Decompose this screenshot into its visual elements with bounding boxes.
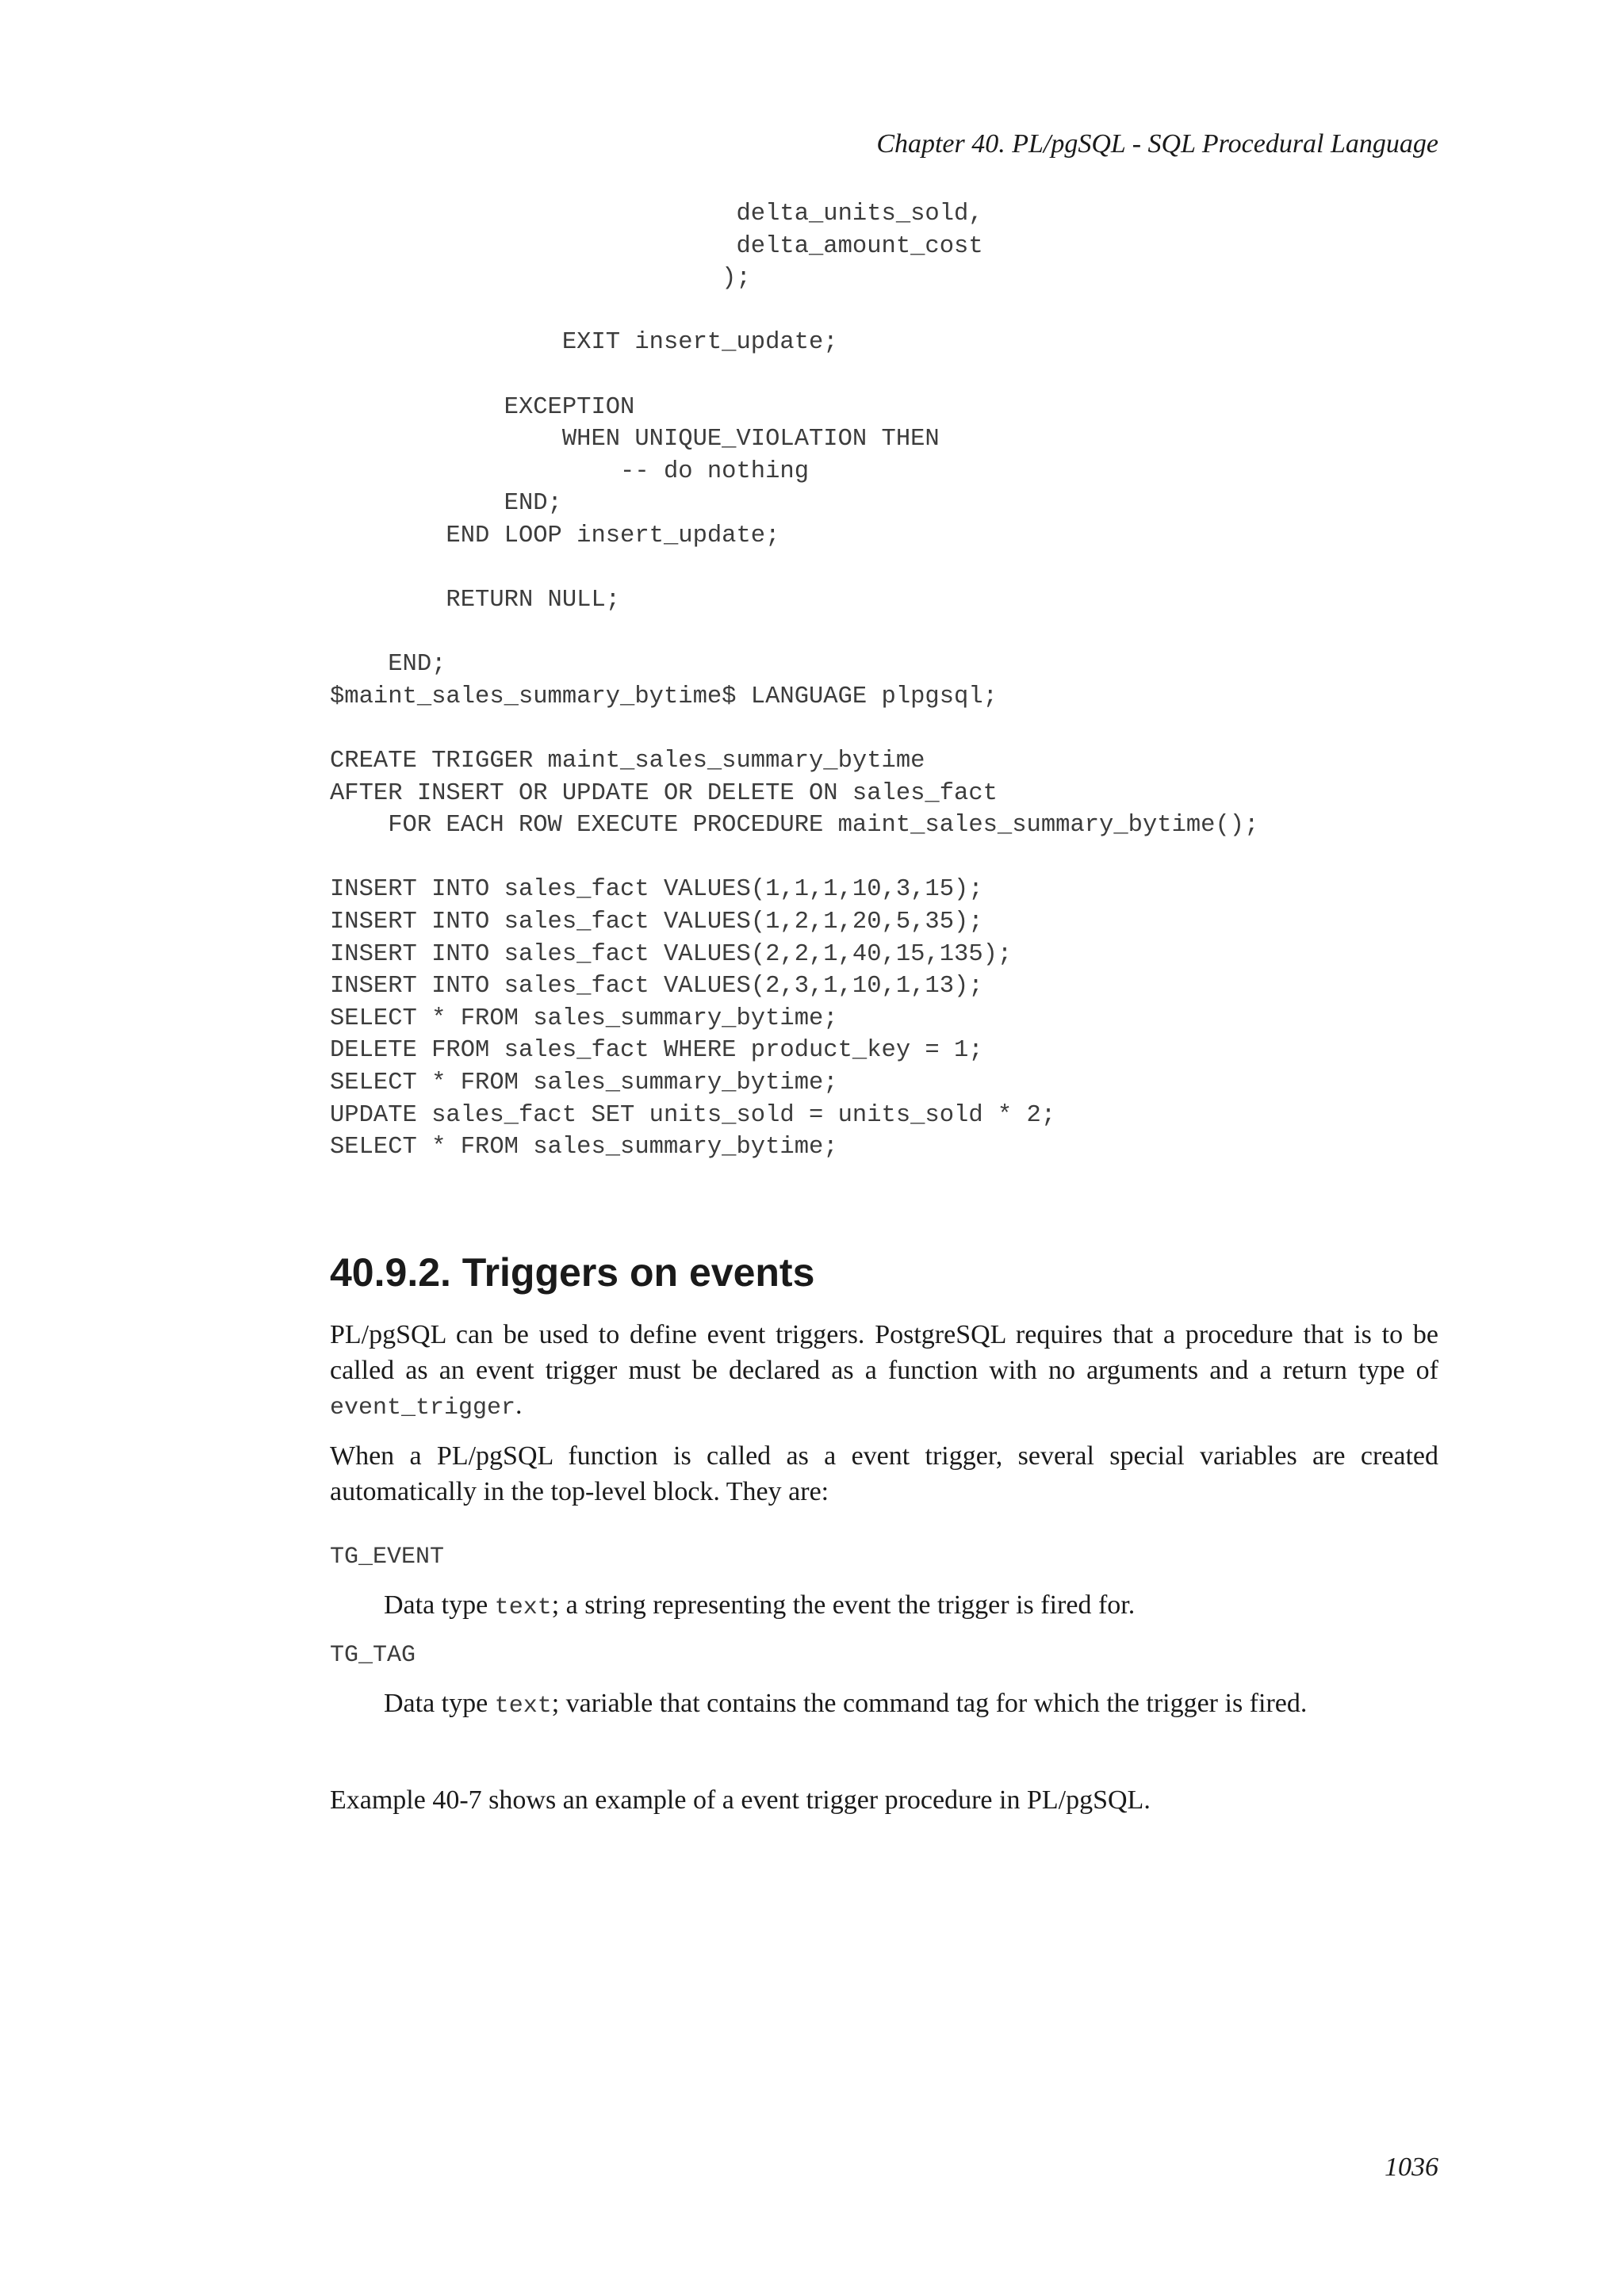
definition-type-code: text <box>494 1594 552 1621</box>
code-line: SELECT * FROM sales_summary_bytime; <box>330 1004 838 1032</box>
code-line: UPDATE sales_fact SET units_sold = units_sold * 2; <box>330 1101 1056 1129</box>
code-line: DELETE FROM sales_fact WHERE product_key = 1; <box>330 1037 983 1065</box>
code-line: WHEN UNIQUE_VIOLATION THEN <box>330 426 940 453</box>
definition-suffix: ; a string representing the event the trigger is fired for. <box>551 1590 1136 1620</box>
code-line: INSERT INTO sales_fact VALUES(2,2,1,40,15,135); <box>330 940 1013 968</box>
code-line <box>330 714 1258 746</box>
code-line: SELECT * FROM sales_summary_bytime; <box>330 1134 838 1161</box>
chapter-running-header: Chapter 40. PL/pgSQL - SQL Procedural Language <box>876 129 1438 159</box>
code-line: delta_units_sold, <box>330 201 983 228</box>
code-line: END LOOP insert_update; <box>330 522 780 549</box>
variables-intro-paragraph: When a PL/pgSQL function is called as a event trigger, several special variables are created automatically in the top-level block. They are: <box>330 1441 1438 1506</box>
definition-suffix: ; variable that contains the command tag for which the trigger is fired. <box>551 1689 1308 1718</box>
intro-paragraph-end: . <box>515 1391 523 1420</box>
definition-type-code: text <box>494 1693 552 1720</box>
code-line: FOR EACH ROW EXECUTE PROCEDURE maint_sales_summary_bytime(); <box>330 812 1259 840</box>
code-line: INSERT INTO sales_fact VALUES(1,2,1,20,5,35); <box>330 909 983 936</box>
variable-term-tg-tag: TG_TAG <box>330 1642 416 1669</box>
code-line: END; <box>330 651 446 679</box>
code-line: SELECT * FROM sales_summary_bytime; <box>330 1070 838 1097</box>
code-line: -- do nothing <box>330 457 809 485</box>
code-line: AFTER INSERT OR UPDATE OR DELETE ON sales_fact <box>330 779 998 807</box>
variable-definition-tg-event <box>384 1588 1135 1626</box>
code-listing <box>330 198 1258 1164</box>
code-line <box>330 359 1258 392</box>
code-line: ); <box>330 265 751 293</box>
intro-paragraph <box>330 1318 1438 1426</box>
variable-definition-tg-tag <box>384 1686 1307 1724</box>
code-line: RETURN NULL; <box>330 587 621 614</box>
code-line <box>330 842 1258 874</box>
code-line <box>330 295 1258 327</box>
code-line: INSERT INTO sales_fact VALUES(2,3,1,10,1,13); <box>330 973 983 1001</box>
code-line: INSERT INTO sales_fact VALUES(1,1,1,10,3,15); <box>330 876 983 904</box>
page-number: 1036 <box>1385 2152 1438 2182</box>
intro-paragraph-text: PL/pgSQL can be used to define event triggers. PostgreSQL requires that a procedure that is to be called as an event trigger must be declared as a function with no arguments and a return type of <box>330 1320 1438 1385</box>
code-line: EXIT insert_update; <box>330 329 838 357</box>
code-line: CREATE TRIGGER maint_sales_summary_bytime <box>330 748 925 775</box>
definition-prefix: Data type <box>384 1590 495 1620</box>
code-line: delta_amount_cost <box>330 232 983 260</box>
code-line <box>330 553 1258 585</box>
variable-term-tg-event: TG_EVENT <box>330 1544 445 1571</box>
event-trigger-code: event_trigger <box>330 1395 516 1422</box>
code-line: $maint_sales_summary_bytime$ LANGUAGE plpgsql; <box>330 683 998 710</box>
section-heading: 40.9.2. Triggers on events <box>330 1250 815 1295</box>
code-line <box>330 617 1258 649</box>
code-line: EXCEPTION <box>330 393 635 421</box>
example-reference-paragraph: Example 40-7 shows an example of a event trigger procedure in PL/pgSQL. <box>330 1785 1151 1815</box>
definition-prefix: Data type <box>384 1689 495 1718</box>
code-line: END; <box>330 490 562 518</box>
